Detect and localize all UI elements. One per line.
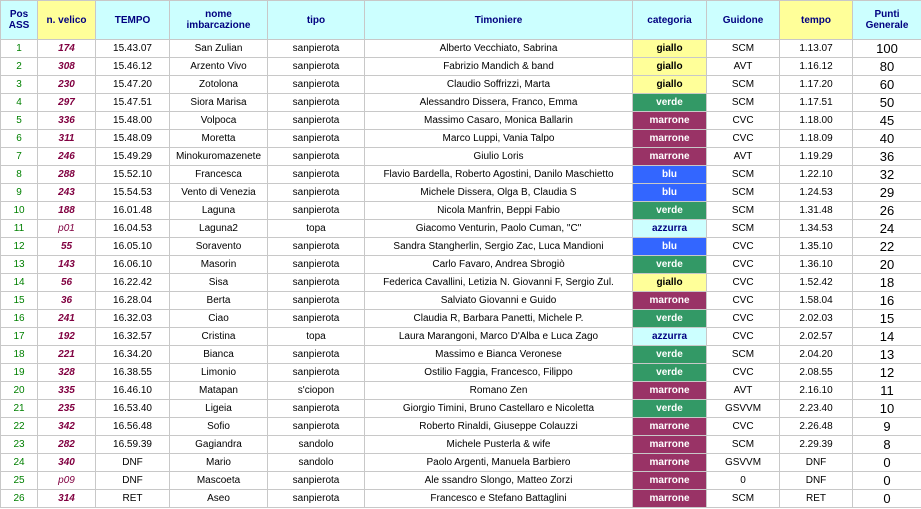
pos-cell: 20 <box>1 382 38 400</box>
table-row <box>1 220 921 238</box>
category-cell: verde <box>633 256 707 274</box>
boat-type-cell: sanpierota <box>268 148 365 166</box>
sail-number-cell: 243 <box>38 184 96 202</box>
finish-time-cell: 16.22.42 <box>96 274 170 292</box>
boat-type-cell: sanpierota <box>268 364 365 382</box>
sail-number-cell: 221 <box>38 346 96 364</box>
category-cell: giallo <box>633 76 707 94</box>
finish-time-cell: 15.43.07 <box>96 40 170 58</box>
boat-name-cell: Bianca <box>170 346 268 364</box>
category-cell: azzurra <box>633 220 707 238</box>
boat-name-cell: Moretta <box>170 130 268 148</box>
helmsman-cell: Claudio Soffrizzi, Marta <box>365 76 633 94</box>
category-cell: verde <box>633 400 707 418</box>
finish-time-cell: 15.54.53 <box>96 184 170 202</box>
pennant-cell: CVC <box>707 274 780 292</box>
finish-time-cell: 16.28.04 <box>96 292 170 310</box>
pos-cell: 26 <box>1 490 38 508</box>
boat-name-cell: Gagiandra <box>170 436 268 454</box>
pos-cell: 22 <box>1 418 38 436</box>
elapsed-time-cell: 1.31.48 <box>780 202 853 220</box>
points-cell: 40 <box>853 130 921 148</box>
helmsman-cell: Nicola Manfrin, Beppi Fabio <box>365 202 633 220</box>
sail-number-cell: 36 <box>38 292 96 310</box>
elapsed-time-cell: 2.02.03 <box>780 310 853 328</box>
helmsman-cell: Flavio Bardella, Roberto Agostini, Danilo Maschietto <box>365 166 633 184</box>
pos-cell: 9 <box>1 184 38 202</box>
points-cell: 0 <box>853 490 921 508</box>
pennant-cell: SCM <box>707 166 780 184</box>
finish-time-cell: 16.32.57 <box>96 328 170 346</box>
pennant-cell: CVC <box>707 130 780 148</box>
points-cell: 9 <box>853 418 921 436</box>
boat-name-cell: Limonio <box>170 364 268 382</box>
header-tempo2: tempo <box>780 1 853 40</box>
finish-time-cell: 15.48.00 <box>96 112 170 130</box>
boat-type-cell: sanpierota <box>268 76 365 94</box>
pos-cell: 5 <box>1 112 38 130</box>
pennant-cell: SCM <box>707 202 780 220</box>
category-cell: azzurra <box>633 328 707 346</box>
points-cell: 80 <box>853 58 921 76</box>
pos-cell: 8 <box>1 166 38 184</box>
boat-type-cell: sanpierota <box>268 130 365 148</box>
table-row <box>1 40 921 58</box>
points-cell: 29 <box>853 184 921 202</box>
points-cell: 16 <box>853 292 921 310</box>
helmsman-cell: Massimo e Bianca Veronese <box>365 346 633 364</box>
table-row <box>1 436 921 454</box>
category-cell: marrone <box>633 130 707 148</box>
sail-number-cell: 192 <box>38 328 96 346</box>
pennant-cell: AVT <box>707 148 780 166</box>
pennant-cell: CVC <box>707 364 780 382</box>
pennant-cell: SCM <box>707 76 780 94</box>
elapsed-time-cell: 2.26.48 <box>780 418 853 436</box>
category-cell: blu <box>633 166 707 184</box>
points-cell: 14 <box>853 328 921 346</box>
pos-cell: 25 <box>1 472 38 490</box>
boat-type-cell: sanpierota <box>268 472 365 490</box>
finish-time-cell: 16.32.03 <box>96 310 170 328</box>
elapsed-time-cell: 2.08.55 <box>780 364 853 382</box>
category-cell: verde <box>633 202 707 220</box>
boat-name-cell: Soravento <box>170 238 268 256</box>
pos-cell: 17 <box>1 328 38 346</box>
sail-number-cell: 188 <box>38 202 96 220</box>
category-cell: verde <box>633 364 707 382</box>
category-cell: marrone <box>633 454 707 472</box>
table-row <box>1 310 921 328</box>
helmsman-cell: Romano Zen <box>365 382 633 400</box>
boat-name-cell: Mario <box>170 454 268 472</box>
finish-time-cell: 15.47.51 <box>96 94 170 112</box>
boat-name-cell: Matapan <box>170 382 268 400</box>
sail-number-cell: 55 <box>38 238 96 256</box>
category-cell: blu <box>633 238 707 256</box>
boat-name-cell: Vento di Venezia <box>170 184 268 202</box>
points-cell: 24 <box>853 220 921 238</box>
boat-name-cell: Sofio <box>170 418 268 436</box>
boat-type-cell: sandolo <box>268 454 365 472</box>
boat-type-cell: topa <box>268 328 365 346</box>
table-row <box>1 454 921 472</box>
pos-cell: 18 <box>1 346 38 364</box>
results-body <box>1 40 921 508</box>
pos-cell: 16 <box>1 310 38 328</box>
pennant-cell: SCM <box>707 436 780 454</box>
pos-cell: 12 <box>1 238 38 256</box>
points-cell: 36 <box>853 148 921 166</box>
elapsed-time-cell: RET <box>780 490 853 508</box>
sail-number-cell: 328 <box>38 364 96 382</box>
boat-name-cell: Zotolona <box>170 76 268 94</box>
table-row <box>1 112 921 130</box>
table-row <box>1 166 921 184</box>
points-cell: 0 <box>853 454 921 472</box>
elapsed-time-cell: 1.19.29 <box>780 148 853 166</box>
category-cell: marrone <box>633 472 707 490</box>
boat-type-cell: sanpierota <box>268 490 365 508</box>
category-cell: verde <box>633 94 707 112</box>
table-row <box>1 490 921 508</box>
table-row <box>1 418 921 436</box>
boat-type-cell: sanpierota <box>268 400 365 418</box>
elapsed-time-cell: 1.36.10 <box>780 256 853 274</box>
sail-number-cell: 342 <box>38 418 96 436</box>
pennant-cell: AVT <box>707 58 780 76</box>
table-row <box>1 328 921 346</box>
finish-time-cell: 16.38.55 <box>96 364 170 382</box>
pos-cell: 1 <box>1 40 38 58</box>
boat-name-cell: Aseo <box>170 490 268 508</box>
pennant-cell: GSVVM <box>707 400 780 418</box>
finish-time-cell: 16.06.10 <box>96 256 170 274</box>
table-row <box>1 292 921 310</box>
finish-time-cell: 15.52.10 <box>96 166 170 184</box>
points-cell: 50 <box>853 94 921 112</box>
category-cell: marrone <box>633 418 707 436</box>
elapsed-time-cell: 1.13.07 <box>780 40 853 58</box>
helmsman-cell: Michele Dissera, Olga B, Claudia S <box>365 184 633 202</box>
pos-cell: 13 <box>1 256 38 274</box>
pennant-cell: 0 <box>707 472 780 490</box>
helmsman-cell: Massimo Casaro, Monica Ballarin <box>365 112 633 130</box>
elapsed-time-cell: 1.17.51 <box>780 94 853 112</box>
category-cell: marrone <box>633 292 707 310</box>
table-row <box>1 58 921 76</box>
boat-type-cell: sanpierota <box>268 256 365 274</box>
finish-time-cell: 15.46.12 <box>96 58 170 76</box>
pos-cell: 6 <box>1 130 38 148</box>
helmsman-cell: Michele Pusterla & wife <box>365 436 633 454</box>
points-cell: 8 <box>853 436 921 454</box>
elapsed-time-cell: 1.34.53 <box>780 220 853 238</box>
elapsed-time-cell: 1.17.20 <box>780 76 853 94</box>
points-cell: 32 <box>853 166 921 184</box>
boat-name-cell: Ciao <box>170 310 268 328</box>
finish-time-cell: 16.59.39 <box>96 436 170 454</box>
sail-number-cell: p09 <box>38 472 96 490</box>
helmsman-cell: Giorgio Timini, Bruno Castellaro e Nicoletta <box>365 400 633 418</box>
category-cell: giallo <box>633 274 707 292</box>
boat-name-cell: Volpoca <box>170 112 268 130</box>
boat-name-cell: Siora Marisa <box>170 94 268 112</box>
sail-number-cell: 174 <box>38 40 96 58</box>
pennant-cell: SCM <box>707 490 780 508</box>
category-cell: giallo <box>633 58 707 76</box>
boat-type-cell: sanpierota <box>268 40 365 58</box>
elapsed-time-cell: 1.16.12 <box>780 58 853 76</box>
header-timoniere: Timoniere <box>365 1 633 40</box>
category-cell: giallo <box>633 40 707 58</box>
boat-type-cell: sanpierota <box>268 346 365 364</box>
points-cell: 11 <box>853 382 921 400</box>
finish-time-cell: RET <box>96 490 170 508</box>
helmsman-cell: Francesco e Stefano Battaglini <box>365 490 633 508</box>
points-cell: 45 <box>853 112 921 130</box>
boat-name-cell: Masorin <box>170 256 268 274</box>
helmsman-cell: Giulio Loris <box>365 148 633 166</box>
finish-time-cell: 16.01.48 <box>96 202 170 220</box>
category-cell: verde <box>633 310 707 328</box>
boat-name-cell: Arzento Vivo <box>170 58 268 76</box>
boat-name-cell: San Zulian <box>170 40 268 58</box>
header-categoria: categoria <box>633 1 707 40</box>
sail-number-cell: 230 <box>38 76 96 94</box>
pennant-cell: SCM <box>707 346 780 364</box>
category-cell: marrone <box>633 112 707 130</box>
boat-type-cell: sanpierota <box>268 418 365 436</box>
pennant-cell: SCM <box>707 94 780 112</box>
pennant-cell: CVC <box>707 292 780 310</box>
boat-name-cell: Mascoeta <box>170 472 268 490</box>
boat-type-cell: sandolo <box>268 436 365 454</box>
points-cell: 60 <box>853 76 921 94</box>
pos-cell: 3 <box>1 76 38 94</box>
elapsed-time-cell: 1.24.53 <box>780 184 853 202</box>
helmsman-cell: Sandra Stangherlin, Sergio Zac, Luca Mandioni <box>365 238 633 256</box>
helmsman-cell: Ostilio Faggia, Francesco, Filippo <box>365 364 633 382</box>
boat-type-cell: sanpierota <box>268 238 365 256</box>
boat-type-cell: sanpierota <box>268 184 365 202</box>
elapsed-time-cell: 1.18.00 <box>780 112 853 130</box>
finish-time-cell: 15.48.09 <box>96 130 170 148</box>
pos-cell: 19 <box>1 364 38 382</box>
sail-number-cell: 235 <box>38 400 96 418</box>
category-cell: marrone <box>633 382 707 400</box>
pos-cell: 21 <box>1 400 38 418</box>
elapsed-time-cell: 2.29.39 <box>780 436 853 454</box>
table-row <box>1 148 921 166</box>
header-tipo: tipo <box>268 1 365 40</box>
header-tempo: TEMPO <box>96 1 170 40</box>
finish-time-cell: 16.56.48 <box>96 418 170 436</box>
table-row <box>1 184 921 202</box>
table-row <box>1 238 921 256</box>
table-row <box>1 76 921 94</box>
table-row <box>1 382 921 400</box>
boat-type-cell: sanpierota <box>268 310 365 328</box>
points-cell: 100 <box>853 40 921 58</box>
helmsman-cell: Alessandro Dissera, Franco, Emma <box>365 94 633 112</box>
elapsed-time-cell: 2.23.40 <box>780 400 853 418</box>
pennant-cell: GSVVM <box>707 454 780 472</box>
helmsman-cell: Roberto Rinaldi, Giuseppe Colauzzi <box>365 418 633 436</box>
sail-number-cell: 314 <box>38 490 96 508</box>
sail-number-cell: 282 <box>38 436 96 454</box>
points-cell: 26 <box>853 202 921 220</box>
pos-cell: 7 <box>1 148 38 166</box>
table-row <box>1 274 921 292</box>
header-row <box>1 1 921 40</box>
sail-number-cell: p01 <box>38 220 96 238</box>
helmsman-cell: Federica Cavallini, Letizia N. Giovanni F, Sergio Zul. <box>365 274 633 292</box>
points-cell: 10 <box>853 400 921 418</box>
finish-time-cell: 15.49.29 <box>96 148 170 166</box>
sail-number-cell: 335 <box>38 382 96 400</box>
table-row <box>1 472 921 490</box>
elapsed-time-cell: DNF <box>780 454 853 472</box>
pennant-cell: CVC <box>707 112 780 130</box>
points-cell: 0 <box>853 472 921 490</box>
pennant-cell: SCM <box>707 184 780 202</box>
elapsed-time-cell: 2.16.10 <box>780 382 853 400</box>
finish-time-cell: 16.04.53 <box>96 220 170 238</box>
finish-time-cell: 16.05.10 <box>96 238 170 256</box>
table-row <box>1 346 921 364</box>
pos-cell: 11 <box>1 220 38 238</box>
finish-time-cell: DNF <box>96 454 170 472</box>
sail-number-cell: 143 <box>38 256 96 274</box>
helmsman-cell: Paolo Argenti, Manuela Barbiero <box>365 454 633 472</box>
elapsed-time-cell: 2.02.57 <box>780 328 853 346</box>
sail-number-cell: 56 <box>38 274 96 292</box>
pos-cell: 23 <box>1 436 38 454</box>
boat-name-cell: Cristina <box>170 328 268 346</box>
helmsman-cell: Alberto Vecchiato, Sabrina <box>365 40 633 58</box>
elapsed-time-cell: 1.52.42 <box>780 274 853 292</box>
category-cell: blu <box>633 184 707 202</box>
pennant-cell: CVC <box>707 418 780 436</box>
boat-type-cell: topa <box>268 220 365 238</box>
helmsman-cell: Fabrizio Mandich & band <box>365 58 633 76</box>
table-row <box>1 130 921 148</box>
boat-type-cell: sanpierota <box>268 274 365 292</box>
sail-number-cell: 340 <box>38 454 96 472</box>
pos-cell: 14 <box>1 274 38 292</box>
pos-cell: 4 <box>1 94 38 112</box>
boat-name-cell: Laguna <box>170 202 268 220</box>
sail-number-cell: 288 <box>38 166 96 184</box>
sail-number-cell: 311 <box>38 130 96 148</box>
finish-time-cell: 16.34.20 <box>96 346 170 364</box>
elapsed-time-cell: 1.18.09 <box>780 130 853 148</box>
helmsman-cell: Laura Marangoni, Marco D'Alba e Luca Zago <box>365 328 633 346</box>
boat-type-cell: sanpierota <box>268 112 365 130</box>
category-cell: marrone <box>633 148 707 166</box>
table-row <box>1 256 921 274</box>
header-pos: Pos ASS <box>1 1 38 40</box>
category-cell: marrone <box>633 436 707 454</box>
elapsed-time-cell: 2.04.20 <box>780 346 853 364</box>
header-guidone: Guidone <box>707 1 780 40</box>
boat-type-cell: sanpierota <box>268 166 365 184</box>
finish-time-cell: 16.46.10 <box>96 382 170 400</box>
points-cell: 12 <box>853 364 921 382</box>
table-row <box>1 400 921 418</box>
boat-type-cell: sanpierota <box>268 202 365 220</box>
pennant-cell: CVC <box>707 256 780 274</box>
sail-number-cell: 336 <box>38 112 96 130</box>
helmsman-cell: Marco Luppi, Vania Talpo <box>365 130 633 148</box>
boat-type-cell: sanpierota <box>268 94 365 112</box>
points-cell: 22 <box>853 238 921 256</box>
sail-number-cell: 308 <box>38 58 96 76</box>
boat-name-cell: Berta <box>170 292 268 310</box>
pennant-cell: AVT <box>707 382 780 400</box>
points-cell: 15 <box>853 310 921 328</box>
boat-type-cell: s'ciopon <box>268 382 365 400</box>
finish-time-cell: 15.47.20 <box>96 76 170 94</box>
elapsed-time-cell: 1.22.10 <box>780 166 853 184</box>
pennant-cell: CVC <box>707 310 780 328</box>
finish-time-cell: 16.53.40 <box>96 400 170 418</box>
boat-name-cell: Ligeia <box>170 400 268 418</box>
helmsman-cell: Claudia R, Barbara Panetti, Michele P. <box>365 310 633 328</box>
points-cell: 18 <box>853 274 921 292</box>
category-cell: marrone <box>633 490 707 508</box>
boat-name-cell: Laguna2 <box>170 220 268 238</box>
points-cell: 13 <box>853 346 921 364</box>
pennant-cell: SCM <box>707 40 780 58</box>
points-cell: 20 <box>853 256 921 274</box>
table-row <box>1 202 921 220</box>
helmsman-cell: Giacomo Venturin, Paolo Cuman, "C" <box>365 220 633 238</box>
elapsed-time-cell: 1.58.04 <box>780 292 853 310</box>
elapsed-time-cell: 1.35.10 <box>780 238 853 256</box>
pos-cell: 10 <box>1 202 38 220</box>
category-cell: verde <box>633 346 707 364</box>
sail-number-cell: 241 <box>38 310 96 328</box>
sail-number-cell: 297 <box>38 94 96 112</box>
pos-cell: 15 <box>1 292 38 310</box>
header-velico: n. velico <box>38 1 96 40</box>
boat-type-cell: sanpierota <box>268 292 365 310</box>
table-row <box>1 364 921 382</box>
sail-number-cell: 246 <box>38 148 96 166</box>
pennant-cell: CVC <box>707 328 780 346</box>
finish-time-cell: DNF <box>96 472 170 490</box>
boat-type-cell: sanpierota <box>268 58 365 76</box>
helmsman-cell: Salviato Giovanni e Guido <box>365 292 633 310</box>
pos-cell: 24 <box>1 454 38 472</box>
header-nome: nome imbarcazione <box>170 1 268 40</box>
boat-name-cell: Minokuromazenete <box>170 148 268 166</box>
helmsman-cell: Carlo Favaro, Andrea Sbrogiò <box>365 256 633 274</box>
table-row <box>1 94 921 112</box>
pennant-cell: SCM <box>707 220 780 238</box>
pennant-cell: CVC <box>707 238 780 256</box>
helmsman-cell: Ale ssandro Slongo, Matteo Zorzi <box>365 472 633 490</box>
header-punti: Punti Generale <box>853 1 921 40</box>
pos-cell: 2 <box>1 58 38 76</box>
boat-name-cell: Francesca <box>170 166 268 184</box>
elapsed-time-cell: DNF <box>780 472 853 490</box>
boat-name-cell: Sisa <box>170 274 268 292</box>
